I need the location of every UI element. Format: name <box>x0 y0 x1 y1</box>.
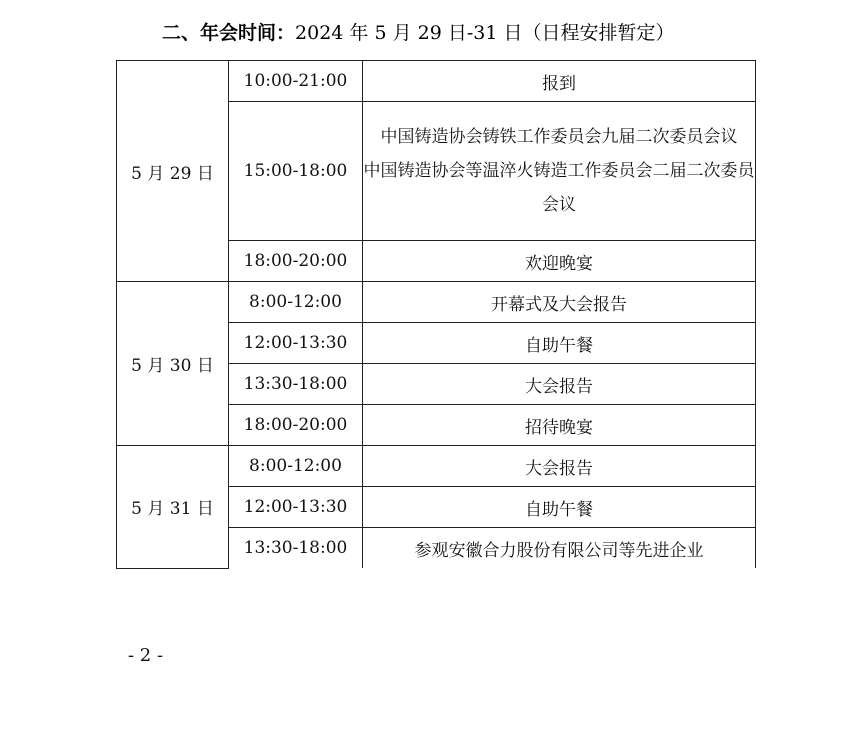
time-cell: 8:00-12:00 <box>229 282 363 323</box>
date-cell: 5 月 30 日 <box>117 282 229 446</box>
activity-cell: 大会报告 <box>363 364 756 405</box>
time-cell: 13:30-18:00 <box>229 528 363 569</box>
activity-line: 中国铸造协会铸铁工作委员会九届二次委员会议 <box>380 127 738 147</box>
time-cell: 18:00-20:00 <box>229 241 363 282</box>
time-cell: 12:00-13:30 <box>229 487 363 528</box>
activity-line: 中国铸造协会等温淬火铸造工作委员会二届二次委员会议 <box>363 161 755 215</box>
time-cell: 18:00-20:00 <box>229 405 363 446</box>
activity-cell: 自助午餐 <box>363 323 756 364</box>
table-row <box>117 282 756 323</box>
table-row <box>117 446 756 487</box>
date-cell: 5 月 31 日 <box>117 446 229 569</box>
activity-cell: 欢迎晚宴 <box>363 241 756 282</box>
page-number: - 2 - <box>128 645 164 666</box>
date-cell: 5 月 29 日 <box>117 61 229 282</box>
table-row <box>117 61 756 102</box>
activity-cell: 参观安徽合力股份有限公司等先进企业 <box>363 528 756 569</box>
time-cell: 10:00-21:00 <box>229 61 363 102</box>
time-cell: 12:00-13:30 <box>229 323 363 364</box>
section-heading-label: 二、年会时间： <box>162 22 296 44</box>
activity-cell <box>363 102 756 241</box>
schedule-table <box>116 60 756 569</box>
time-cell: 8:00-12:00 <box>229 446 363 487</box>
activity-cell: 招待晚宴 <box>363 405 756 446</box>
activity-cell: 自助午餐 <box>363 487 756 528</box>
activity-cell: 报到 <box>363 61 756 102</box>
section-heading <box>162 18 674 48</box>
section-heading-text: 2024 年 5 月 29 日-31 日（日程安排暂定） <box>295 22 675 44</box>
activity-cell: 开幕式及大会报告 <box>363 282 756 323</box>
time-cell: 13:30-18:00 <box>229 364 363 405</box>
activity-cell: 大会报告 <box>363 446 756 487</box>
time-cell: 15:00-18:00 <box>229 102 363 241</box>
